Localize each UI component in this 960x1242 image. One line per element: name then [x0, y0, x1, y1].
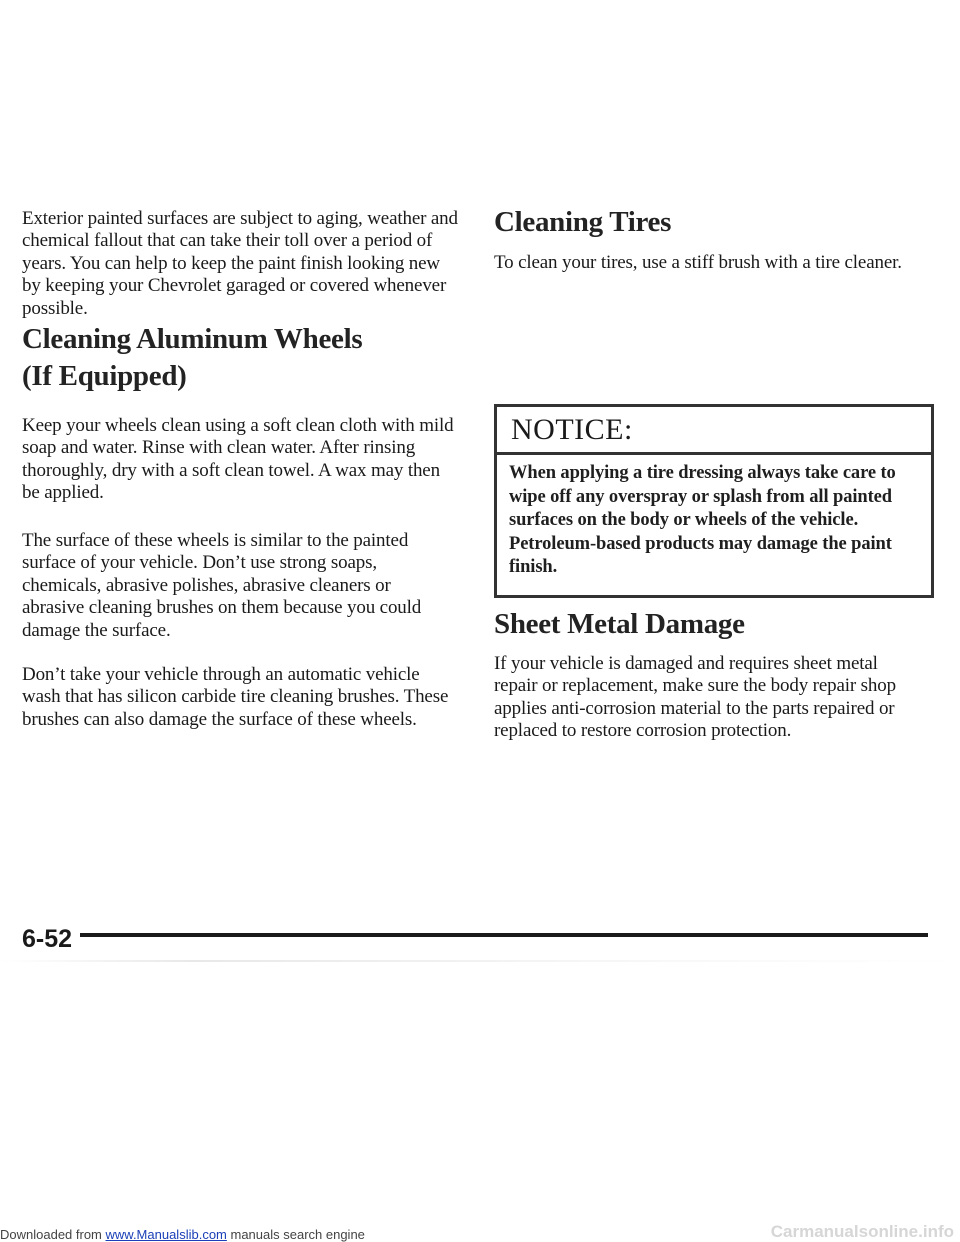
- download-suffix: manuals search engine: [226, 1227, 365, 1242]
- tires-paragraph: To clean your tires, use a stiff brush with a tire cleaner.: [494, 252, 902, 273]
- wheels-paragraph-3: Don’t take your vehicle through an automatic vehicle wash that has silicon carbide tire cleaning brushes. These brushes can also damage the surface of these wheels.: [22, 664, 449, 730]
- notice-title: NOTICE:: [511, 413, 633, 446]
- intro-paragraph: Exterior painted surfaces are subject to aging, weather and chemical fallout that can take their toll over a period of years. You can help to keep the paint finish looking new by keeping your Chevrolet garaged or covered whenever possible.: [22, 208, 458, 319]
- footer-rule: [80, 933, 928, 937]
- watermark: Carmanualsonline.info: [770, 1222, 954, 1241]
- notice-header: [497, 407, 931, 455]
- notice-box: [494, 404, 934, 598]
- download-prefix: Downloaded from: [0, 1227, 106, 1242]
- notice-body: When applying a tire dressing always take care to wipe off any overspray or splash from all painted surfaces on the body or wheels of the vehicle. Petroleum-based products may damage the paint finish.: [509, 463, 896, 578]
- page-number: 6-52: [22, 925, 73, 953]
- download-note: [0, 1227, 365, 1242]
- sheet-metal-heading: Sheet Metal Damage: [494, 608, 745, 640]
- wheels-paragraph-1: Keep your wheels clean using a soft clean cloth with mild soap and water. Rinse with clean water. After rinsing thoroughly, dry with a soft clean towel. A wax may then be applied.: [22, 415, 454, 504]
- scan-artifact-line: [0, 960, 960, 962]
- tires-heading: Cleaning Tires: [494, 206, 672, 238]
- wheels-paragraph-2: The surface of these wheels is similar to the painted surface of your vehicle. Don’t use strong soaps, chemicals, abrasive polishes, abrasive cleaners or abrasive cleaning brushes on them because you could damage the surface.: [22, 530, 422, 641]
- manualslib-link[interactable]: www.Manualslib.com: [105, 1227, 227, 1242]
- sheet-metal-paragraph: If your vehicle is damaged and requires sheet metal repair or replacement, make sure the body repair shop applies anti-corrosion material to the parts repaired or replaced to restore corrosion protection.: [494, 653, 896, 742]
- wheels-heading-line2: (If Equipped): [22, 360, 187, 392]
- wheels-heading-line1: Cleaning Aluminum Wheels: [22, 323, 363, 355]
